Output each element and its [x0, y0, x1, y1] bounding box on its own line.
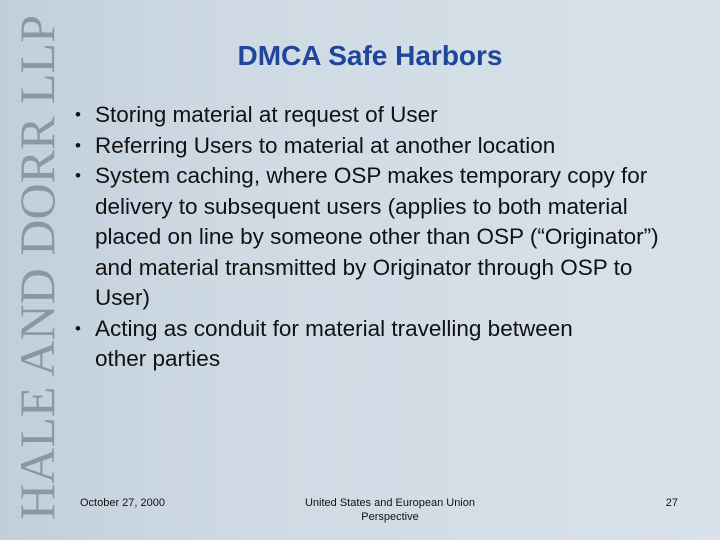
bullet-item: [70, 314, 625, 375]
footer-subtitle: [280, 496, 500, 524]
bullet-text: Storing material at request of User: [95, 102, 438, 127]
page-number: 27: [665, 497, 678, 509]
footer-subtitle-line1: United States and European Union: [304, 497, 475, 509]
brand-text: HALE AND DORR LLP: [9, 15, 65, 520]
footer-date: October 27, 2000: [80, 497, 166, 509]
bullet-icon: •: [75, 318, 81, 338]
bullet-icon: •: [75, 135, 81, 155]
brand-logo: [0, 0, 80, 540]
bullet-icon: •: [75, 166, 81, 185]
bullet-text: Acting as conduit for material travelling between other parties: [95, 315, 573, 371]
bullet-icon: •: [75, 105, 81, 124]
bullet-item: [70, 100, 710, 131]
bullet-item: [70, 131, 710, 162]
footer-subtitle-line2: Perspective: [361, 511, 419, 523]
bullet-text: Referring Users to material at another location: [95, 132, 556, 158]
bullet-item: [70, 161, 685, 314]
slide-title: DMCA Safe Harbors: [237, 40, 503, 71]
bullet-list: [70, 100, 710, 375]
bullet-text: System caching, where OSP makes temporary copy for delivery to subsequent users (applies to both material placed on line by someone other than OSP (“Originator”) and material transmitted by Originator through OSP to User): [95, 163, 659, 310]
